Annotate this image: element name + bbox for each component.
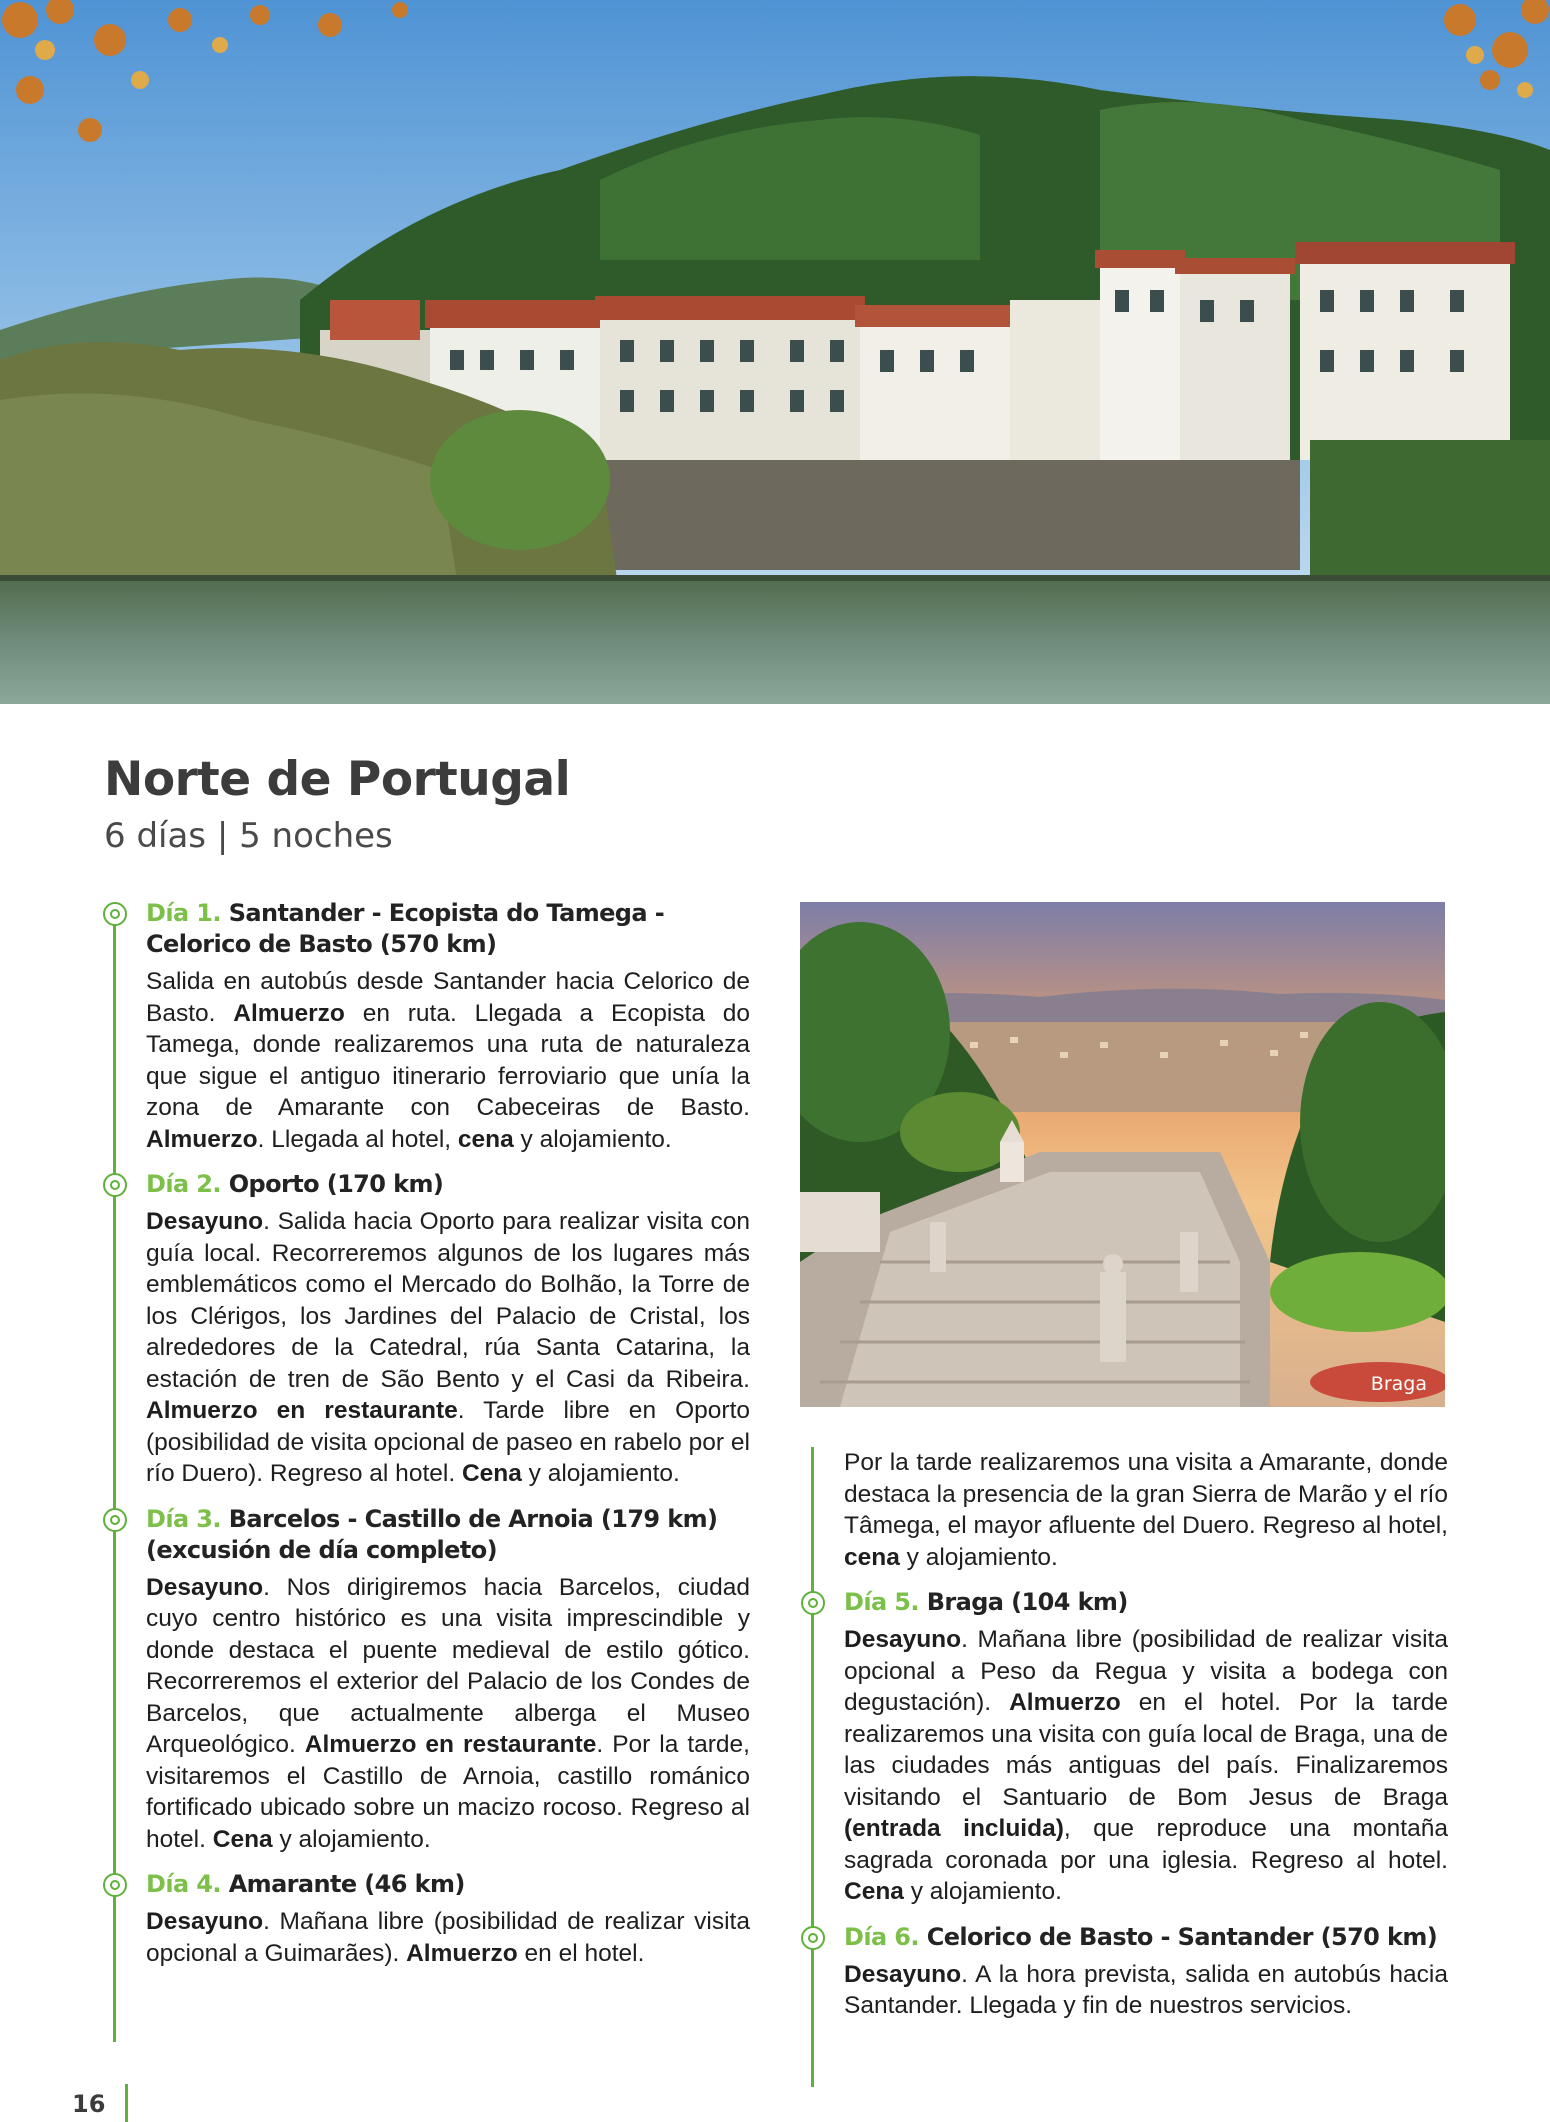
text-run: Por la tarde realizaremos una visita a Amarante, donde destaca la presencia de la gran Sierra de Marão y el río Tâmega, el mayor afluente del Duero. Regreso al hotel, [844, 1449, 1448, 1539]
day-6-text [844, 1959, 1448, 2022]
day-5-heading [844, 1587, 1448, 1618]
text-run: . Salida hacia Oporto para realizar visita con guía local. Recorreremos algunos de los lugares más emblemáticos como el Mercado do Bolhão, la Torre de los Clérigos, los Jardines del Palacio de Cristal, los alrededores de la Catedral, rúa Santa Catarina, la estación de tren de São Bento y el Casi da Ribeira. [146, 1208, 750, 1393]
day-5-number: Día 5. [844, 1588, 919, 1616]
day-4-text [146, 1906, 750, 1969]
text-run: y alojamiento. [272, 1825, 431, 1853]
day-3-title: Barcelos - Castillo de Arnoia (179 km) (excusión de día completo) [146, 1504, 718, 1564]
text-run: . Llegada al hotel, [257, 1125, 458, 1153]
text-run: . Nos dirigiremos hacia Barcelos, ciudad cuyo centro histórico es una visita imprescindible y donde destaca el puente medieval de estilo gótico. Recorreremos el exterior del Palacio de los Condes de Barcelos, que actualmente alberga el Museo Arqueológico. [146, 1573, 750, 1758]
bold-text-run: Desayuno [146, 1573, 264, 1601]
day-2 [100, 1169, 750, 1490]
day-3-text [146, 1572, 750, 1856]
page-subtitle: 6 días | 5 noches [104, 816, 393, 856]
bold-text-run: Cena [212, 1825, 273, 1853]
timeline-marker-icon [801, 1926, 825, 1950]
day-4-continuation-text [844, 1447, 1448, 1573]
day-5-text [844, 1624, 1448, 1908]
braga-photo [800, 902, 1445, 1407]
bold-text-run: Desayuno [844, 1960, 962, 1988]
page-number: 16 [72, 2090, 106, 2118]
text-run: Salida en autobús desde Santander hacia Celorico de Basto. [146, 968, 750, 1027]
page-number-divider [125, 2084, 128, 2122]
bold-text-run: cena [457, 1125, 514, 1153]
timeline-marker-icon [103, 1873, 127, 1897]
bold-text-run: Almuerzo [233, 999, 345, 1027]
text-run: , que reproduce una montaña sagrada coronada por una iglesia. Regreso al hotel. [844, 1815, 1448, 1874]
bold-text-run: cena [844, 1543, 900, 1571]
bold-text-run: Almuerzo en restaurante [304, 1731, 597, 1758]
day-6-title: Celorico de Basto - Santander (570 km) [926, 1922, 1438, 1951]
text-run: y alojamiento. [513, 1125, 672, 1153]
bold-text-run: Desayuno [844, 1626, 962, 1653]
bold-text-run: Desayuno [146, 1908, 264, 1935]
bold-text-run: Almuerzo en restaurante [146, 1397, 458, 1424]
itinerary-left-column [100, 898, 750, 1969]
day-2-heading [146, 1169, 750, 1200]
hero-photo-amarante [0, 0, 1550, 704]
day-2-title: Oporto (170 km) [228, 1170, 444, 1198]
text-run: . Mañana libre (posibilidad de realizar visita opcional a Peso da Regua y visita a bodega con degustación). [844, 1626, 1448, 1716]
timeline-marker-icon [103, 1173, 127, 1197]
bold-text-run: Cena [461, 1460, 522, 1487]
day-3-heading [146, 1504, 750, 1566]
timeline-marker-icon [103, 902, 127, 926]
day-5-title: Braga (104 km) [926, 1588, 1128, 1616]
text-run: . Tarde libre en Oporto (posibilidad de visita opcional de paseo en rabelo por el río Duero). Regreso al hotel. [146, 1397, 751, 1487]
text-run: y alojamiento. [903, 1878, 1062, 1905]
text-run: . Mañana libre (posibilidad de realizar visita opcional a Guimarães). [146, 1908, 750, 1967]
bold-text-run: Desayuno [146, 1208, 264, 1235]
bold-text-run: Cena [844, 1878, 904, 1905]
bold-text-run: (entrada incluida) [844, 1815, 1064, 1842]
day-4-title: Amarante (46 km) [228, 1870, 465, 1898]
day-2-text [146, 1206, 750, 1490]
day-4 [100, 1869, 750, 1969]
day-3 [100, 1504, 750, 1856]
bold-text-run: Almuerzo [406, 1939, 518, 1967]
day-1 [100, 898, 750, 1155]
text-run: . Por la tarde, visitaremos el Castillo de Arnoia, castillo románico fortificado ubicado sobre un macizo rocoso. Regreso al hotel. [146, 1731, 750, 1853]
day-4-heading [146, 1869, 750, 1900]
text-run: y alojamiento. [521, 1460, 680, 1487]
day-6-heading [844, 1922, 1448, 1953]
day-1-heading [146, 898, 750, 960]
text-run: . A la hora prevista, salida en autobús hacia Santander. Llegada y fin de nuestros servicios. [844, 1960, 1448, 2019]
text-run: en el hotel. Por la tarde realizaremos una visita con guía local de Braga, una de las ciudades más antiguas del país. Finalizaremos visitando el Santuario de Bom Jesus de Braga [844, 1689, 1448, 1811]
itinerary-right-column [798, 1447, 1448, 2022]
photo-caption: Braga [1370, 1373, 1427, 1395]
day-5 [798, 1587, 1448, 1908]
day-4-number: Día 4. [146, 1870, 221, 1898]
day-3-number: Día 3. [146, 1504, 221, 1533]
day-1-title: Santander - Ecopista do Tamega - Celorico de Basto (570 km) [146, 899, 665, 958]
day-6 [798, 1922, 1448, 2022]
page-title: Norte de Portugal [104, 752, 571, 807]
day-4-continuation [798, 1447, 1448, 1573]
day-1-text [146, 966, 750, 1155]
text-run: y alojamiento. [899, 1543, 1058, 1571]
timeline-marker-icon [801, 1591, 825, 1615]
day-2-number: Día 2. [146, 1170, 221, 1198]
text-run: en ruta. Llegada a Ecopista do Tamega, donde realizaremos una ruta de naturaleza que sigue el antiguo itinerario ferroviario que unía la zona de Amarante con Cabeceiras de Basto. [146, 999, 750, 1121]
day-6-number: Día 6. [844, 1922, 919, 1951]
day-1-number: Día 1. [146, 899, 221, 927]
text-run: en el hotel. [517, 1939, 645, 1967]
bold-text-run: Almuerzo [1009, 1689, 1121, 1716]
bold-text-run: Almuerzo [146, 1125, 258, 1153]
timeline-marker-icon [103, 1508, 127, 1532]
